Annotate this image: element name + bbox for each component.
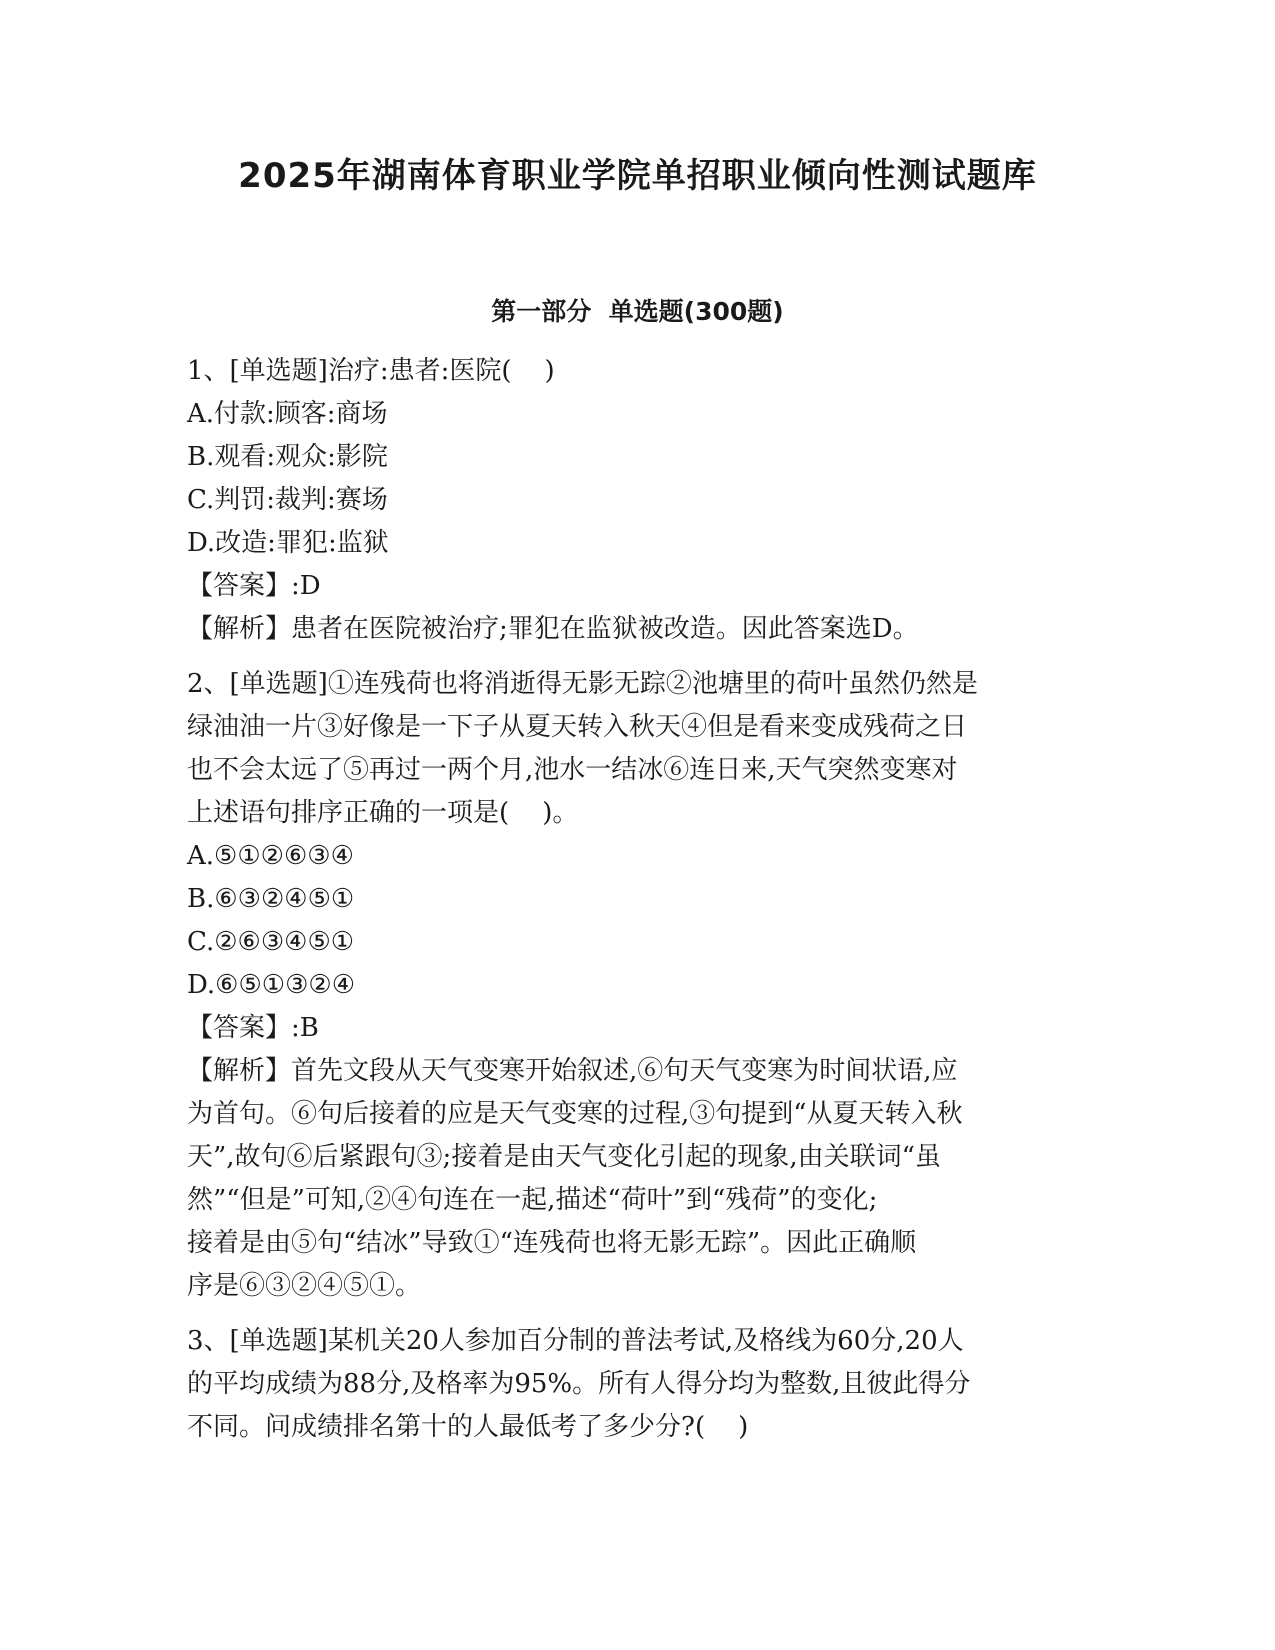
question-stem: 绿油油一片③好像是一下子从夏天转入秋天④但是看来变成残荷之日 bbox=[187, 712, 968, 742]
analysis: 【解析】首先文段从天气变寒开始叙述,⑥句天气变寒为时间状语,应 bbox=[187, 1056, 958, 1086]
question-block bbox=[187, 350, 1087, 651]
analysis: 天”,故句⑥后紧跟句③;接着是由天气变化引起的现象,由关联词“虽 bbox=[187, 1142, 941, 1172]
question-block bbox=[187, 663, 1087, 1308]
analysis: 接着是由⑤句“结冰”导致①“连残荷也将无影无踪”。因此正确顺 bbox=[187, 1228, 917, 1258]
question-stem: 3、[单选题]某机关20人参加百分制的普法考试,及格线为60分,20人 bbox=[187, 1326, 964, 1356]
answer: 【答案】:D bbox=[187, 571, 321, 601]
answer: 【答案】:B bbox=[187, 1013, 319, 1043]
question-stem: 1、[单选题]治疗:患者:医院( ) bbox=[187, 356, 555, 386]
analysis: 【解析】患者在医院被治疗;罪犯在监狱被改造。因此答案选D。 bbox=[187, 614, 919, 644]
analysis: 为首句。⑥句后接着的应是天气变寒的过程,③句提到“从夏天转入秋 bbox=[187, 1099, 963, 1129]
option-c: C.②⑥③④⑤① bbox=[187, 927, 355, 957]
question-stem: 的平均成绩为88分,及格率为95%。所有人得分均为整数,且彼此得分 bbox=[187, 1369, 971, 1399]
option-b: B.⑥③②④⑤① bbox=[187, 884, 355, 914]
question-stem: 2、[单选题]①连残荷也将消逝得无影无踪②池塘里的荷叶虽然仍然是 bbox=[187, 669, 978, 699]
question-stem: 也不会太远了⑤再过一两个月,池水一结冰⑥连日来,天气突然变寒对 bbox=[187, 755, 958, 785]
question-stem: 上述语句排序正确的一项是( )。 bbox=[187, 798, 579, 828]
document-title: 2025年湖南体育职业学院单招职业倾向性测试题库 bbox=[238, 156, 1037, 196]
option-a: A.付款:顾客:商场 bbox=[187, 399, 388, 429]
option-d: D.改造:罪犯:监狱 bbox=[187, 528, 389, 558]
option-b: B.观看:观众:影院 bbox=[187, 442, 388, 472]
option-a: A.⑤①②⑥③④ bbox=[187, 841, 354, 871]
option-c: C.判罚:裁判:赛场 bbox=[187, 485, 388, 515]
question-block bbox=[187, 1320, 1087, 1449]
section-title: 第一部分 单选题(300题) bbox=[491, 297, 784, 326]
option-d: D.⑥⑤①③②④ bbox=[187, 970, 356, 1000]
question-list bbox=[187, 350, 1087, 1449]
question-stem: 不同。问成绩排名第十的人最低考了多少分?( ) bbox=[187, 1412, 749, 1442]
analysis: 然”“但是”可知,②④句连在一起,描述“荷叶”到“残荷”的变化; bbox=[187, 1185, 878, 1215]
analysis: 序是⑥③②④⑤①。 bbox=[187, 1271, 422, 1301]
